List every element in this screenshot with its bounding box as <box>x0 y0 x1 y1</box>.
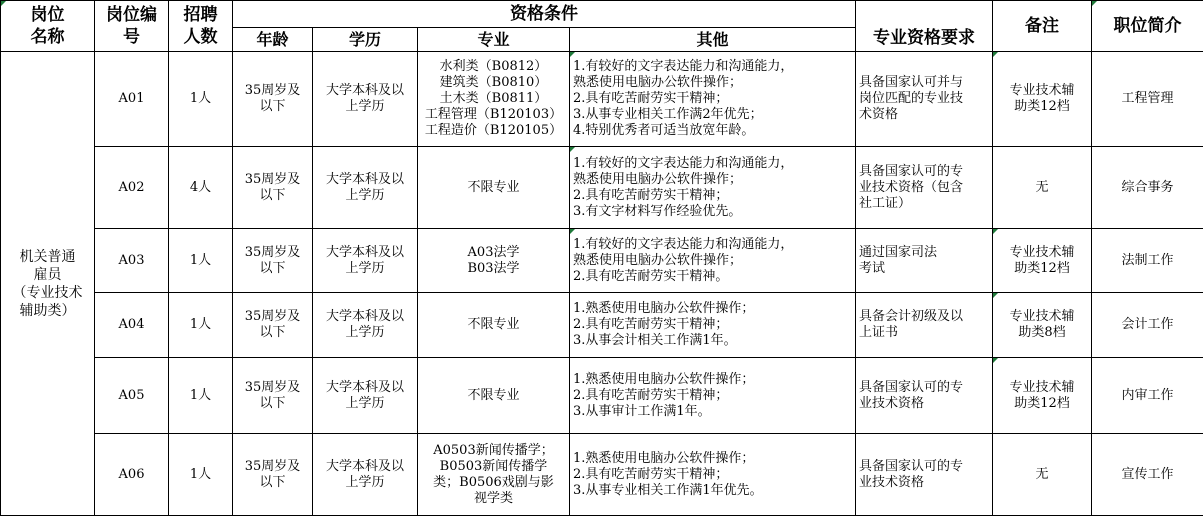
remark-line: 无 <box>1035 466 1049 482</box>
major-line: 不限专业 <box>467 387 520 403</box>
major-cell <box>418 229 570 293</box>
other-line: 4.特别优秀者可适当放宽年龄。 <box>573 123 755 138</box>
major-line: B0503新闻传播学 <box>439 458 548 474</box>
education-line: 大学本科及以 <box>325 309 404 324</box>
other-requirements-cell <box>570 147 856 229</box>
major-cell <box>418 293 570 358</box>
remarks-cell <box>993 147 1092 229</box>
professional-line: 业技术资格 <box>859 395 925 411</box>
education-line: 上学历 <box>345 474 385 490</box>
professional-line: 业技术资格 <box>859 474 925 490</box>
position-name-line: 雇员 <box>33 266 62 283</box>
age-cell <box>233 229 313 293</box>
other-line: 2.具有吃苦耐劳实干精神； <box>573 387 729 403</box>
education-line: 上学历 <box>345 395 385 411</box>
other-requirements-cell <box>570 358 856 434</box>
major-line: 类；B0506戏剧与影 <box>433 474 554 490</box>
table-row <box>1 147 1203 229</box>
table-row <box>1 229 1203 293</box>
position-name-line: （专业技术 <box>12 284 83 301</box>
remarks-cell <box>993 293 1092 358</box>
recruit-count: 1人 <box>169 358 233 434</box>
remarks-cell <box>993 358 1092 434</box>
age-cell <box>233 147 313 229</box>
age-line: 35周岁及 <box>244 379 301 395</box>
other-line: 熟悉使用电脑办公软件操作； <box>573 252 743 268</box>
major-line: 工程管理（B120103） <box>424 107 563 122</box>
professional-line: 具备会计初级及以 <box>859 309 964 324</box>
age-cell <box>233 52 313 147</box>
education-line: 大学本科及以 <box>325 171 404 187</box>
header-other: 其他 <box>570 28 856 52</box>
education-cell <box>313 358 418 434</box>
other-line: 2.具有吃苦耐劳实干精神； <box>573 187 729 203</box>
professional-line: 岗位匹配的专业技 <box>859 91 964 106</box>
other-line: 2.具有吃苦耐劳实干精神； <box>573 91 729 106</box>
header-position-code <box>95 1 169 52</box>
remark-line: 专业技术辅 <box>1009 244 1075 260</box>
header-education: 学历 <box>313 28 418 52</box>
position-code: A02 <box>95 147 169 229</box>
other-requirements-cell <box>570 293 856 358</box>
education-cell <box>313 147 418 229</box>
table-row <box>1 293 1203 358</box>
professional-requirement-cell <box>856 358 993 434</box>
age-line: 35周岁及 <box>244 458 301 474</box>
major-line: 水利类（B0812） <box>439 59 548 74</box>
remark-line: 无 <box>1035 179 1049 195</box>
professional-line: 具备国家认可的专 <box>859 458 964 474</box>
intro-cell: 宣传工作 <box>1092 434 1203 516</box>
other-line: 熟悉使用电脑办公软件操作； <box>573 171 743 187</box>
other-line: 1.熟悉使用电脑办公软件操作； <box>573 450 755 466</box>
header-position-code-line2: 号 <box>123 27 140 47</box>
remark-line: 专业技术辅 <box>1009 379 1075 395</box>
header-position-name <box>1 1 95 52</box>
other-requirements-cell <box>570 52 856 147</box>
major-line: 不限专业 <box>467 179 520 195</box>
age-line: 以下 <box>259 187 286 203</box>
education-cell <box>313 52 418 147</box>
remark-line: 专业技术辅 <box>1009 309 1075 324</box>
major-cell <box>418 52 570 147</box>
professional-requirement-cell <box>856 293 993 358</box>
position-name-line: 机关普通 <box>19 248 76 265</box>
professional-line: 上证书 <box>859 325 899 340</box>
major-cell <box>418 147 570 229</box>
major-line: 土木类（B0811） <box>439 91 548 106</box>
position-code: A04 <box>95 293 169 358</box>
age-line: 以下 <box>259 474 286 490</box>
remark-line: 助类12档 <box>1014 99 1070 114</box>
remarks-cell <box>993 52 1092 147</box>
other-line: 3.从事专业相关工作满1年优先。 <box>573 482 763 498</box>
major-line: A03法学 <box>467 244 520 260</box>
age-cell <box>233 434 313 516</box>
header-position-name-line1: 岗位 <box>30 5 65 25</box>
age-line: 以下 <box>259 260 286 276</box>
other-line: 3.从事专业相关工作满2年优先； <box>573 107 763 122</box>
remarks-cell <box>993 229 1092 293</box>
age-line: 35周岁及 <box>244 309 301 324</box>
header-major: 专业 <box>418 28 570 52</box>
other-line: 1.熟悉使用电脑办公软件操作； <box>573 301 755 316</box>
recruit-count: 1人 <box>169 434 233 516</box>
header-age: 年龄 <box>233 28 313 52</box>
remark-line: 专业技术辅 <box>1009 83 1075 98</box>
header-intro: 职位简介 <box>1092 1 1203 52</box>
professional-requirement-cell <box>856 229 993 293</box>
education-line: 上学历 <box>345 99 385 114</box>
professional-line: 业技术资格（包含 <box>859 179 964 195</box>
professional-requirement-cell <box>856 52 993 147</box>
position-code: A01 <box>95 52 169 147</box>
age-cell <box>233 293 313 358</box>
position-code: A05 <box>95 358 169 434</box>
education-line: 大学本科及以 <box>325 458 404 474</box>
major-cell <box>418 358 570 434</box>
header-recruit-count <box>169 1 233 52</box>
other-line: 1.熟悉使用电脑办公软件操作； <box>573 371 755 387</box>
remark-line: 助类12档 <box>1014 260 1070 276</box>
other-line: 2.具有吃苦耐劳实干精神； <box>573 317 729 332</box>
other-line: 1.有较好的文字表达能力和沟通能力， <box>573 155 794 171</box>
position-code: A06 <box>95 434 169 516</box>
professional-line: 术资格 <box>859 107 899 122</box>
major-line: 视学类 <box>473 490 513 506</box>
education-line: 上学历 <box>345 187 385 203</box>
table-row <box>1 52 1203 147</box>
position-code: A03 <box>95 229 169 293</box>
intro-cell: 综合事务 <box>1092 147 1203 229</box>
education-cell <box>313 293 418 358</box>
other-line: 熟悉使用电脑办公软件操作； <box>573 75 743 90</box>
major-line: 不限专业 <box>467 317 520 332</box>
professional-line: 通过国家司法 <box>859 244 938 260</box>
other-requirements-cell <box>570 229 856 293</box>
education-line: 上学历 <box>345 325 385 340</box>
other-line: 2.具有吃苦耐劳实干精神； <box>573 466 729 482</box>
recruit-count: 4人 <box>169 147 233 229</box>
major-line: 建筑类（B0810） <box>439 75 548 90</box>
other-line: 3.有文字材料写作经验优先。 <box>573 203 742 219</box>
position-name-cell <box>1 52 95 516</box>
remark-line: 助类12档 <box>1014 395 1070 411</box>
intro-cell: 工程管理 <box>1092 52 1203 147</box>
header-recruit-count-line1: 招聘 <box>183 5 218 25</box>
education-line: 大学本科及以 <box>325 244 404 260</box>
header-remarks: 备注 <box>993 1 1092 52</box>
remarks-cell <box>993 434 1092 516</box>
intro-cell: 内审工作 <box>1092 358 1203 434</box>
major-line: 工程造价（B120105） <box>424 123 563 138</box>
recruit-count: 1人 <box>169 229 233 293</box>
other-requirements-cell <box>570 434 856 516</box>
education-cell <box>313 434 418 516</box>
professional-line: 社工证） <box>859 195 912 211</box>
education-line: 上学历 <box>345 260 385 276</box>
age-line: 35周岁及 <box>244 171 301 187</box>
header-position-name-line2: 名称 <box>30 27 65 47</box>
table-row <box>1 358 1203 434</box>
education-line: 大学本科及以 <box>325 83 404 98</box>
professional-requirement-cell <box>856 434 993 516</box>
other-line: 3.从事审计工作满1年。 <box>573 403 711 419</box>
education-cell <box>313 229 418 293</box>
position-name-line: 辅助类） <box>19 302 76 319</box>
age-cell <box>233 358 313 434</box>
intro-cell: 法制工作 <box>1092 229 1203 293</box>
table-row <box>1 434 1203 516</box>
age-line: 以下 <box>259 395 286 411</box>
education-line: 大学本科及以 <box>325 379 404 395</box>
age-line: 以下 <box>259 99 286 114</box>
recruit-count: 1人 <box>169 293 233 358</box>
age-line: 35周岁及 <box>244 83 301 98</box>
header-professional: 专业资格要求 <box>856 1 993 52</box>
age-line: 以下 <box>259 325 286 340</box>
professional-line: 考试 <box>859 260 886 276</box>
other-line: 1.有较好的文字表达能力和沟通能力， <box>573 236 794 252</box>
professional-line: 具备国家认可的专 <box>859 163 964 179</box>
major-cell <box>418 434 570 516</box>
header-recruit-count-line2: 人数 <box>183 27 218 47</box>
header-qualifications: 资格条件 <box>233 1 856 28</box>
remark-line: 助类8档 <box>1018 325 1066 340</box>
major-line: A0503新闻传播学； <box>433 442 554 458</box>
other-line: 3.从事会计相关工作满1年。 <box>573 333 737 348</box>
recruit-count: 1人 <box>169 52 233 147</box>
professional-line: 具备国家认可并与 <box>859 75 964 90</box>
other-line: 2.具有吃苦耐劳实干精神。 <box>573 268 729 284</box>
intro-cell: 会计工作 <box>1092 293 1203 358</box>
other-line: 1.有较好的文字表达能力和沟通能力， <box>573 59 794 74</box>
header-position-code-line1: 岗位编 <box>106 5 157 25</box>
professional-line: 具备国家认可的专 <box>859 379 964 395</box>
age-line: 35周岁及 <box>244 244 301 260</box>
professional-requirement-cell <box>856 147 993 229</box>
header-row-1 <box>1 1 1203 28</box>
major-line: B03法学 <box>467 260 520 276</box>
